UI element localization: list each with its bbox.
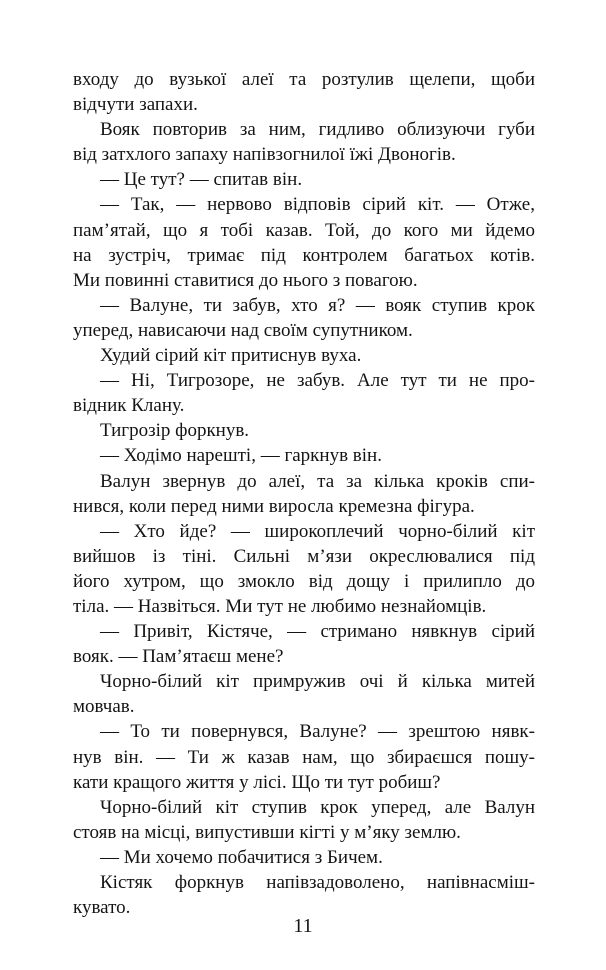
- text-line: Кістяк форкнув напівзадоволено, напівнасміш-: [100, 872, 535, 893]
- text-line: мовчав.: [73, 696, 135, 718]
- text-line: — Хто йде? — широкоплечий чорно-білий кіт: [100, 520, 535, 542]
- text-line: — Ні, Тигрозоре, не забув. Але тут ти не про-: [100, 370, 535, 392]
- text-line: Валун звернув до алеї, та за кілька кроків спи-: [100, 470, 535, 492]
- text-line: вийшов із тіні. Сильні м’язи окреслювалися під: [73, 545, 535, 567]
- text-line: стояв на місці, випустивши кігті у м’яку землю.: [73, 821, 461, 843]
- text-line: тіла. — Назвіться. Ми тут не любимо незнайомців.: [73, 595, 487, 617]
- text-line: відчути запахи.: [73, 94, 198, 116]
- text-line: вояк. — Пам’ятаєш мене?: [73, 646, 284, 668]
- text-line: — Це тут? — спитав він.: [100, 169, 303, 191]
- text-line: його хутром, що змокло від дощу і прилипло до: [73, 570, 535, 592]
- body-text: [73, 67, 535, 920]
- text-line: на зустріч, тримає під контролем багатьох котів.: [73, 244, 535, 266]
- text-line: — Валуне, ти забув, хто я? — вояк ступив крок: [100, 294, 535, 316]
- text-line: Вояк повторив за ним, гидливо облизуючи губи: [100, 119, 535, 141]
- text-line: кати кращого життя у лісі. Що ти тут робиш?: [73, 771, 441, 793]
- text-line: відник Клану.: [73, 395, 185, 417]
- text-line: Тигрозір форкнув.: [100, 420, 250, 442]
- text-line: від затхлого запаху напівзогнилої їжі Двоногів.: [73, 144, 456, 166]
- text-line: — Так, — нервово відповів сірий кіт. — Отже,: [100, 194, 535, 216]
- text-line: Чорно-білий кіт ступив крок уперед, але Валун: [100, 796, 535, 818]
- page-number: 11: [293, 915, 313, 937]
- text-line: нився, коли перед ними виросла кремезна фігура.: [73, 495, 475, 517]
- text-line: Чорно-білий кіт примружив очі й кілька митей: [100, 671, 535, 693]
- text-line: — Ходімо нарешті, — гаркнув він.: [100, 445, 382, 467]
- text-line: Ми повинні ставитися до нього з повагою.: [73, 269, 418, 291]
- text-line: Худий сірий кіт притиснув вуха.: [100, 345, 362, 367]
- text-line: входу до вузької алеї та розтулив щелепи, щоби: [73, 69, 535, 90]
- text-line: уперед, нависаючи над своїм супутником.: [73, 319, 413, 341]
- text-line: нув він. — Ти ж казав нам, що збираєшся пошу-: [73, 746, 535, 768]
- text-line: пам’ятай, що я тобі казав. Той, до кого ми йдемо: [73, 219, 535, 241]
- text-line: — Ми хочемо побачитися з Бичем.: [100, 846, 383, 868]
- text-line: — То ти повернувся, Валуне? — зрештою нявк-: [100, 721, 535, 743]
- text-line: — Привіт, Кістяче, — стримано нявкнув сірий: [100, 621, 535, 643]
- text-line: кувато.: [73, 897, 131, 919]
